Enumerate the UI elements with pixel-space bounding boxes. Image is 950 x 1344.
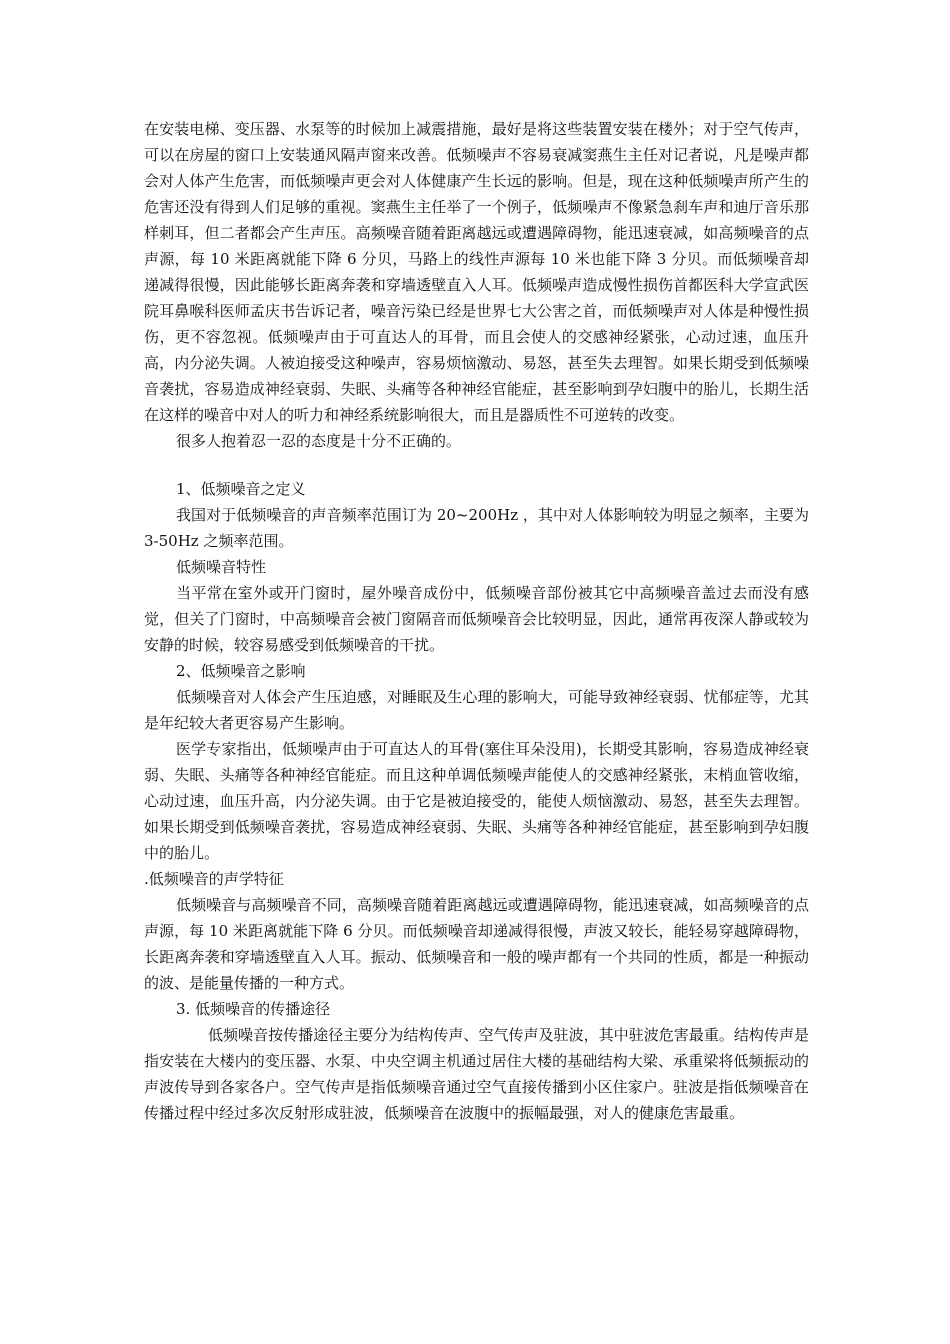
- section-heading: 1、低频噪音之定义: [176, 480, 306, 498]
- body-paragraph: 低频噪音与高频噪音不同，高频噪音随着距离越远或遭遇障碍物，能迅速衰减，如高频噪音的点声源，每 10 米距离就能下降 6 分贝。而低频噪音却递减得很慢，声波又较长，能轻易穿越障碍物，长距离奔袭和穿墙透壁直入人耳。振动、低频噪音和一般的噪声都有一个共同的性质，都是一种振动的波、是能量传播的一种方式。: [144, 896, 809, 992]
- body-paragraph: 低频噪音按传播途径主要分为结构传声、空气传声及驻波，其中驻波危害最重。结构传声是指安装在大楼内的变压器、水泵、中央空调主机通过居住大楼的基础结构大梁、承重梁将低频振动的声波传导到各家各户。空气传声是指低频噪音通过空气直接传播到小区住家户。驻波是指低频噪音在传播过程中经过多次反射形成驻波，低频噪音在波腹中的振幅最强，对人的健康危害最重。: [144, 1026, 809, 1122]
- section-heading: 2、低频噪音之影响: [176, 662, 306, 680]
- section-heading: 3. 低频噪音的传播途径: [176, 1000, 331, 1018]
- body-paragraph: 低频噪音对人体会产生压迫感，对睡眠及生心理的影响大，可能导致神经衰弱、忧郁症等，尤其是年纪较大者更容易产生影响。: [144, 688, 809, 732]
- body-paragraph: 当平常在室外或开门窗时，屋外噪音成份中，低频噪音部份被其它中高频噪音盖过去而没有感觉，但关了门窗时，中高频噪音会被门窗隔音而低频噪音会比较明显，因此，通常再夜深人静或较为安静的时候，较容易感受到低频噪音的干扰。: [144, 584, 809, 654]
- body-paragraph: 很多人抱着忍一忍的态度是十分不正确的。: [176, 432, 462, 450]
- blank-line: [144, 454, 809, 476]
- body-paragraph: 医学专家指出，低频噪声由于可直达人的耳骨(塞住耳朵没用)，长期受其影响，容易造成神经衰弱、失眠、头痛等各种神经官能症。而且这种单调低频噪声能使人的交感神经紧张，末梢血管收缩，心动过速，血压升高，内分泌失调。由于它是被迫接受的，能使人烦恼激动、易怒，甚至失去理智。如果长期受到低频噪音袭扰，容易造成神经衰弱、失眠、头痛等各种神经官能症，甚至影响到孕妇腹中的胎儿。: [144, 740, 809, 862]
- document-page: [144, 116, 809, 1126]
- section-heading: .低频噪音的声学特征: [144, 870, 284, 888]
- section-heading: 低频噪音特性: [176, 558, 267, 576]
- body-paragraph: 在安装电梯、变压器、水泵等的时候加上减震措施，最好是将这些装置安装在楼外；对于空气传声，可以在房屋的窗口上安装通风隔声窗来改善。低频噪声不容易衰减窦燕生主任对记者说，凡是噪声都会对人体产生危害，而低频噪声更会对人体健康产生长远的影响。但是，现在这种低频噪声所产生的危害还没有得到人们足够的重视。窦燕生主任举了一个例子，低频噪声不像紧急刹车声和迪厅音乐那样刺耳，但二者都会产生声压。高频噪音随着距离越远或遭遇障碍物，能迅速衰减，如高频噪音的点声源，每 10 米距离就能下降 6 分贝，马路上的线性声源每 10 米也能下降 3 分贝。而低频噪音却递减得很慢，因此能够长距离奔袭和穿墙透壁直入人耳。低频噪声造成慢性损伤首都医科大学宣武医院耳鼻喉科医师孟庆书告诉记者，噪音污染已经是世界七大公害之首，而低频噪声对人体是种慢性损伤，更不容忽视。低频噪声由于可直达人的耳骨，而且会使人的交感神经紧张，心动过速，血压升高，内分泌失调。人被迫接受这种噪声，容易烦恼激动、易怒，甚至失去理智。如果长期受到低频噪音袭扰，容易造成神经衰弱、失眠、头痛等各种神经官能症，甚至影响到孕妇腹中的胎儿，长期生活在这样的噪音中对人的听力和神经系统影响很大，而且是器质性不可逆转的改变。: [144, 120, 809, 424]
- body-paragraph: 我国对于低频噪音的声音频率范围订为 20~200Hz ，其中对人体影响较为明显之频率，主要为 3-50Hz 之频率范围。: [144, 506, 809, 550]
